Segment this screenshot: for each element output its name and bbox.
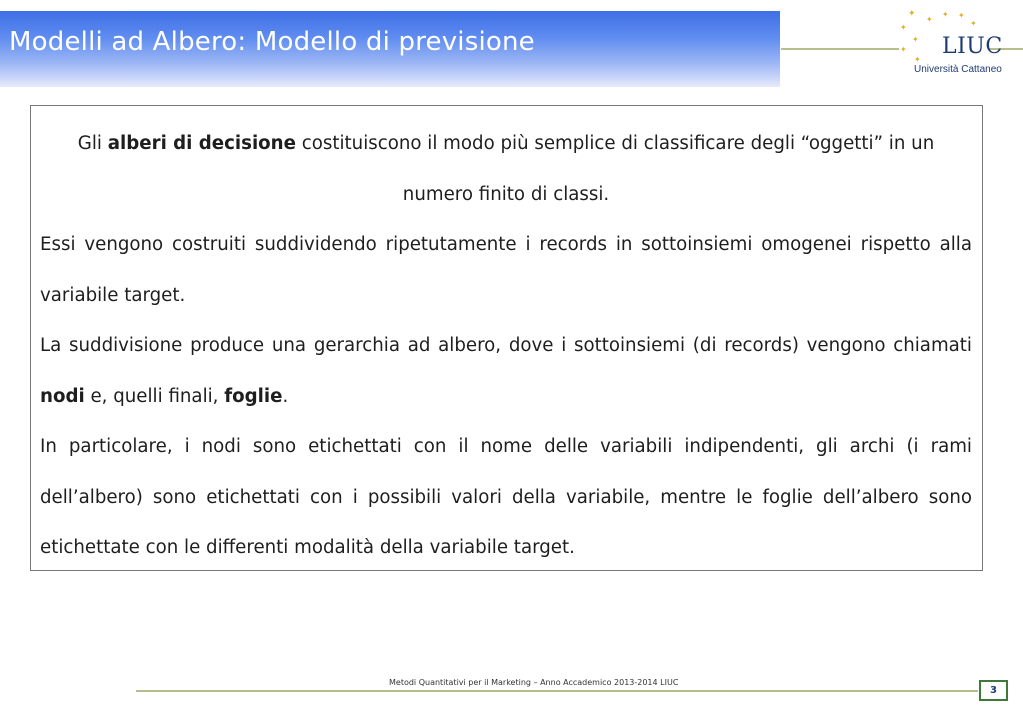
footer-divider [136, 690, 978, 692]
svg-text:✦: ✦ [970, 19, 977, 28]
svg-text:✦: ✦ [926, 15, 933, 24]
content-box [30, 105, 983, 571]
term-leaves: foglie [224, 385, 283, 407]
p3-pre: La suddivisione produce una gerarchia ad albero, dove i sottoinsiemi (di records) vengono chiamati [40, 335, 972, 356]
page-number: 3 [979, 680, 1008, 701]
term-decision-trees: alberi di decisione [107, 133, 296, 154]
svg-text:✦: ✦ [912, 35, 919, 44]
svg-text:✦: ✦ [908, 9, 916, 19]
term-nodes: nodi [40, 385, 85, 407]
p3-mid: e, quelli finali, [84, 385, 225, 407]
svg-text:✦: ✦ [914, 55, 921, 64]
paragraph-labels: In particolare, i nodi sono etichettati con il nome delle variabili indipendenti, gli archi (i rami dell’albero) sono etichettati con i possibili valori della variabile, mentre le foglie dell’albero sono etichettate con le differenti modalità della variabile target. [40, 436, 972, 558]
footer-text: Metodi Quantitativi per il Marketing – Anno Accademico 2013-2014 LIUC [389, 678, 679, 687]
paragraph-definition [40, 119, 972, 220]
svg-text:✦: ✦ [942, 10, 949, 19]
paragraph-construction: Essi vengono costruiti suddividendo ripetutamente i records in sottoinsiemi omogenei rispetto alla variabile target. [40, 234, 972, 306]
logo-wordmark: LIUC [942, 34, 1003, 59]
svg-text:✦: ✦ [900, 45, 907, 54]
slide-title: Modelli ad Albero: Modello di previsione [9, 27, 535, 57]
paragraph-hierarchy [40, 321, 972, 422]
p1-pre: Gli [77, 133, 108, 154]
svg-text:✦: ✦ [900, 23, 907, 32]
svg-text:✦: ✦ [958, 11, 965, 20]
header-divider-left [781, 48, 899, 50]
p1-post: costituiscono il modo più semplice di classificare degli “oggetti” in un numero finito di classi. [295, 133, 935, 205]
p3-post: . [282, 385, 289, 407]
logo-subtitle: Università Cattaneo [914, 64, 1002, 75]
